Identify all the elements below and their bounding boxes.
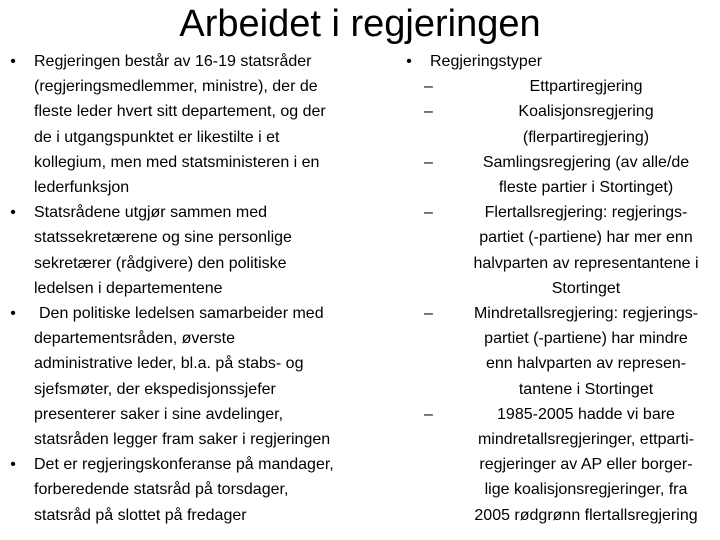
- bullet-text-line: (regjeringsmedlemmer, ministre), der de: [34, 78, 318, 96]
- sub-item-text-line: Mindretallsregjering: regjerings-: [473, 305, 699, 323]
- sub-item-text-line: tantene i Stortinget: [518, 380, 654, 398]
- left-column: [0, 49, 388, 528]
- sub-item-text-line: 2005 rødgrønn flertallsregjering: [474, 506, 698, 524]
- right-column: [396, 49, 718, 528]
- sub-item-text-line: Koalisjonsregjering: [518, 103, 654, 121]
- right-bullet-list: [396, 49, 718, 528]
- bullet-text-line: administrative leder, bl.a. på stabs- og: [34, 355, 304, 373]
- bullet-text-line: Regjeringen består av 16-19 statsråder: [34, 53, 312, 70]
- sub-item-text-line: fleste partier i Stortinget): [498, 179, 674, 197]
- bullet-item: [0, 301, 388, 452]
- bullet-text-line: departementsråden, øverste: [34, 330, 235, 348]
- government-types-heading: Regjeringstyper: [430, 53, 543, 70]
- bullet-text-line: sjefsmøter, der ekspedisjonssjefer: [34, 380, 276, 398]
- bullet-item: [0, 200, 388, 301]
- dash-icon: –: [424, 103, 433, 121]
- sub-item: [414, 150, 718, 200]
- sub-item: [414, 74, 718, 99]
- bullet-text-line: forberedende statsråd på torsdager,: [34, 481, 289, 499]
- bullet-icon: •: [10, 305, 16, 323]
- sub-item-text-line: 1985-2005 hadde vi bare: [497, 405, 675, 423]
- bullet-text-line: Den politiske ledelsen samarbeider med: [39, 305, 324, 323]
- bullet-icon: •: [10, 456, 16, 474]
- sub-item-text-line: Samlingsregjering (av alle/de: [482, 153, 690, 171]
- bullet-text-line: Statsrådene utgjør sammen med: [34, 204, 267, 222]
- sub-item-text-line: Flertallsregjering: regjerings-: [484, 204, 688, 222]
- sub-item-text-line: Stortinget: [551, 279, 621, 297]
- dash-icon: –: [424, 305, 433, 323]
- sub-item: [414, 301, 718, 402]
- government-types-list: [414, 74, 718, 528]
- bullet-text-line: presenterer saker i sine avdelinger,: [34, 405, 284, 423]
- sub-item-text-line: partiet (-partiene) har mindre: [484, 330, 688, 348]
- bullet-item: [396, 49, 718, 528]
- dash-icon: –: [424, 405, 433, 423]
- dash-icon: –: [424, 153, 433, 171]
- bullet-text-line: de i utgangspunktet er likestilte i et: [34, 128, 280, 146]
- sub-item-text-line: regjeringer av AP eller borger-: [479, 456, 693, 474]
- sub-item: [414, 402, 718, 528]
- bullet-icon: •: [406, 53, 412, 70]
- sub-item-text-line: enn halvparten av represen-: [485, 355, 687, 373]
- sub-item: [414, 99, 718, 149]
- sub-item-text-line: mindretallsregjeringer, ettparti-: [477, 431, 695, 449]
- dash-icon: –: [424, 78, 433, 96]
- bullet-item: [0, 49, 388, 200]
- bullet-text-line: statssekretærene og sine personlige: [34, 229, 292, 247]
- sub-item-text-line: halvparten av representantene i: [473, 254, 699, 272]
- dash-icon: –: [424, 204, 433, 222]
- bullet-icon: •: [10, 204, 16, 222]
- bullet-text-line: ledelsen i departementene: [34, 279, 223, 297]
- sub-item-text-line: Ettpartiregjering: [529, 78, 643, 96]
- bullet-text-line: kollegium, men med statsministeren i en: [34, 153, 320, 171]
- bullet-text-line: statsråden legger fram saker i regjeringen: [34, 431, 331, 449]
- bullet-text-line: lederfunksjon: [34, 179, 130, 197]
- sub-item-text-line: (flerpartiregjering): [522, 128, 650, 146]
- bullet-text-line: Det er regjeringskonferanse på mandager,: [34, 456, 334, 474]
- sub-item-text-line: partiet (-partiene) har mer enn: [479, 229, 693, 247]
- left-bullet-list: [0, 49, 388, 528]
- bullet-icon: •: [10, 53, 16, 70]
- bullet-item: [0, 452, 388, 528]
- sub-item: [414, 200, 718, 301]
- slide-title: Arbeidet i regjeringen: [179, 3, 541, 45]
- bullet-text-line: fleste leder hvert sitt departement, og der: [34, 103, 326, 121]
- bullet-text-line: statsråd på slottet på fredager: [34, 506, 247, 524]
- bullet-text-line: sekretærer (rådgivere) den politiske: [34, 254, 287, 272]
- sub-item-text-line: lige koalisjonsregjeringer, fra: [484, 481, 688, 499]
